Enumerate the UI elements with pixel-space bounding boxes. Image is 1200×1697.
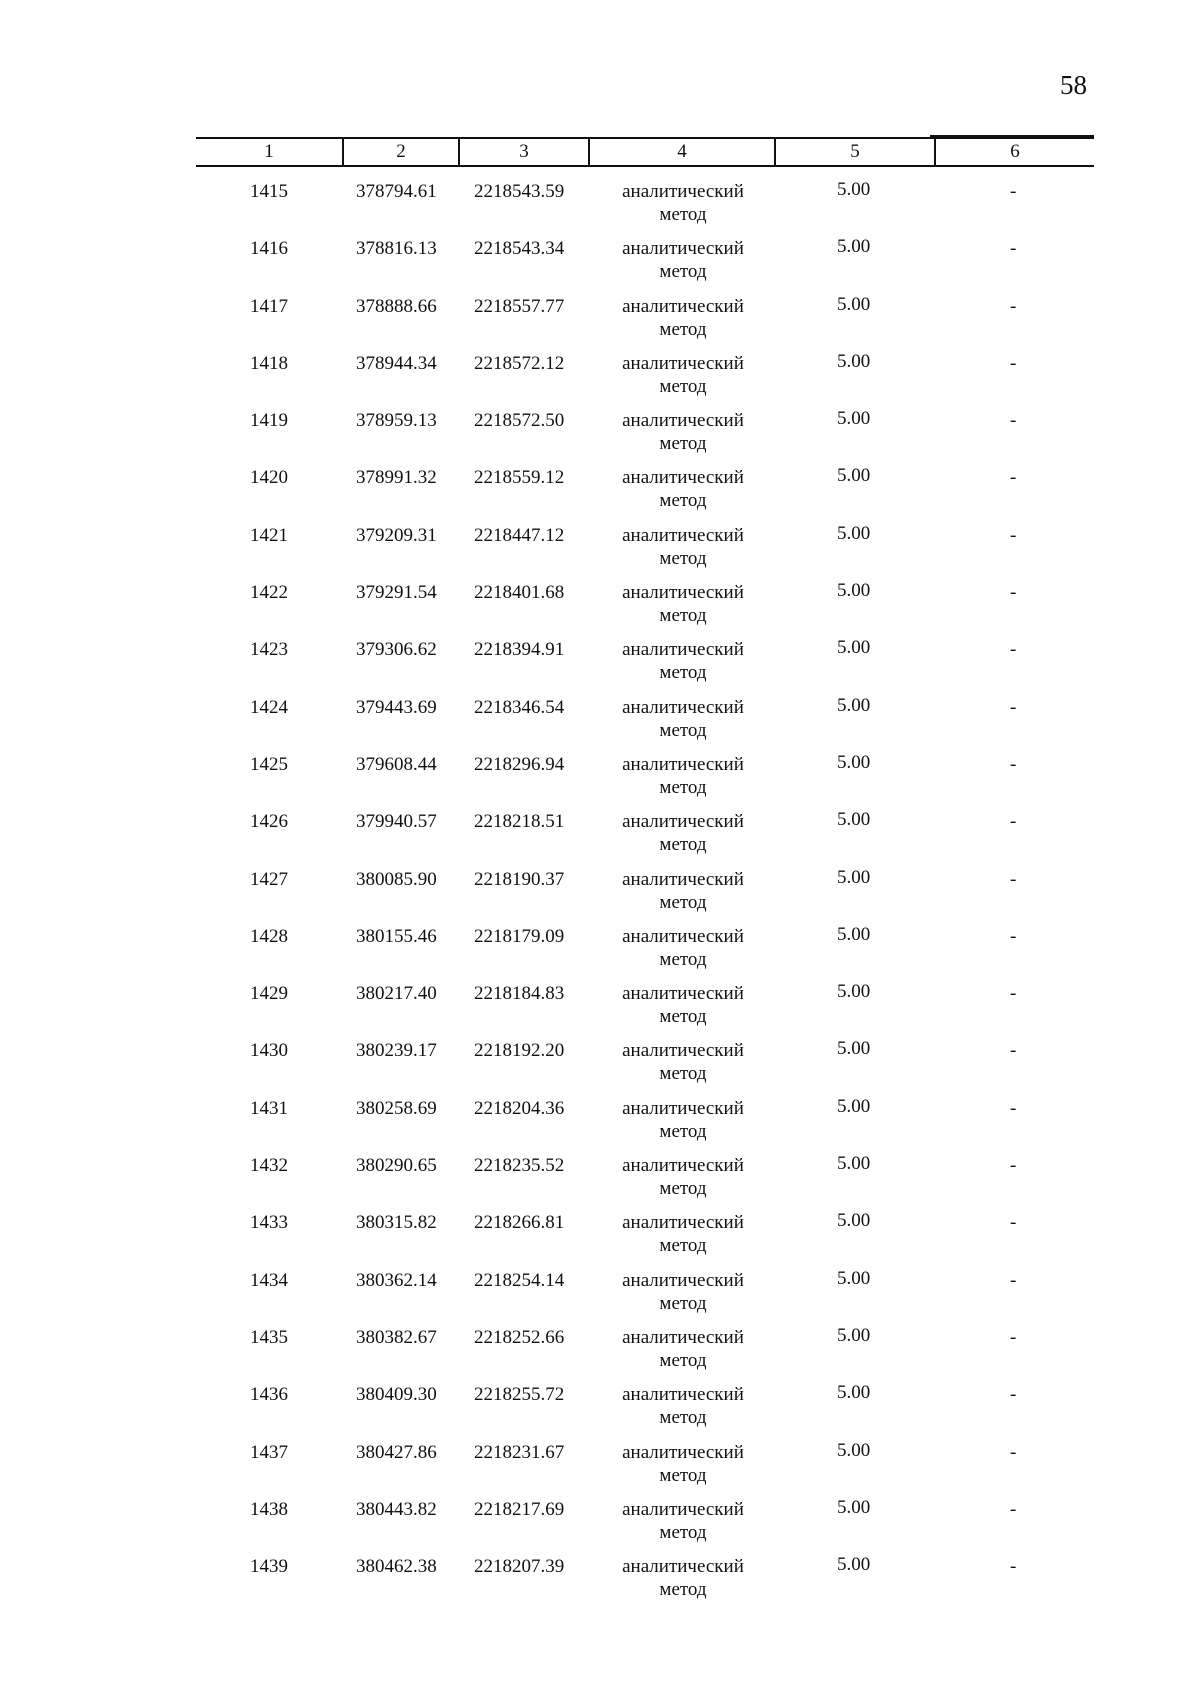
cell-accuracy: 5.00	[837, 1324, 871, 1346]
cell-y-coordinate: 2218572.50	[474, 410, 565, 432]
cell-x-coordinate: 379306.62	[356, 639, 437, 661]
cell-method: аналитический метод	[622, 1556, 744, 1601]
cell-x-coordinate: 378794.61	[356, 181, 437, 202]
table-row	[0, 753, 1200, 810]
cell-accuracy: 5.00	[837, 1267, 871, 1289]
cell-note: -	[1010, 352, 1017, 374]
cell-x-coordinate: 378959.13	[356, 410, 437, 432]
cell-accuracy: 5.00	[837, 694, 871, 716]
cell-accuracy: 5.00	[837, 350, 871, 372]
table-row	[0, 1498, 1200, 1555]
cell-accuracy: 5.00	[837, 1554, 871, 1576]
cell-method: аналитический метод	[622, 1384, 744, 1429]
cell-y-coordinate: 2218401.68	[474, 582, 565, 604]
cell-x-coordinate: 379443.69	[356, 696, 437, 718]
table-row	[0, 1383, 1200, 1440]
cell-note: -	[1010, 983, 1017, 1005]
cell-note: -	[1010, 925, 1017, 947]
table-row	[0, 295, 1200, 352]
table-row	[0, 1211, 1200, 1268]
cell-x-coordinate: 378991.32	[356, 467, 437, 489]
cell-method: аналитический метод	[622, 925, 744, 970]
cell-point-number: 1424	[250, 696, 288, 718]
cell-method: аналитический метод	[622, 295, 744, 340]
cell-method: аналитический метод	[622, 1441, 744, 1486]
cell-note: -	[1010, 295, 1017, 317]
cell-note: -	[1010, 1326, 1017, 1348]
cell-method: аналитический метод	[622, 1097, 744, 1142]
cell-x-coordinate: 380362.14	[356, 1269, 437, 1291]
cell-x-coordinate: 380315.82	[356, 1212, 437, 1234]
cell-method: аналитический метод	[622, 410, 744, 455]
table-row	[0, 925, 1200, 982]
cell-method: аналитический метод	[622, 1040, 744, 1085]
cell-y-coordinate: 2218207.39	[474, 1556, 565, 1578]
cell-note: -	[1010, 868, 1017, 890]
cell-y-coordinate: 2218192.20	[474, 1040, 565, 1062]
cell-x-coordinate: 380382.67	[356, 1326, 437, 1348]
table-row	[0, 1097, 1200, 1154]
cell-method: аналитический метод	[622, 753, 744, 798]
cell-accuracy: 5.00	[837, 580, 871, 602]
table-row	[0, 1039, 1200, 1096]
cell-x-coordinate: 380258.69	[356, 1097, 437, 1119]
cell-accuracy: 5.00	[837, 1382, 871, 1404]
table-row	[0, 982, 1200, 1039]
cell-y-coordinate: 2218447.12	[474, 524, 565, 546]
cell-accuracy: 5.00	[837, 408, 871, 430]
cell-point-number: 1421	[250, 524, 288, 546]
page-number: 58	[1060, 70, 1087, 100]
cell-x-coordinate: 380239.17	[356, 1040, 437, 1062]
cell-note: -	[1010, 1556, 1017, 1578]
cell-accuracy: 5.00	[837, 1210, 871, 1232]
cell-x-coordinate: 379209.31	[356, 524, 437, 546]
cell-accuracy: 5.00	[837, 1439, 871, 1461]
cell-point-number: 1438	[250, 1498, 288, 1520]
table-row	[0, 352, 1200, 409]
cell-method: аналитический метод	[622, 467, 744, 512]
table-row	[0, 237, 1200, 294]
cell-accuracy: 5.00	[837, 522, 871, 544]
table-body	[0, 180, 1200, 1612]
cell-y-coordinate: 2218557.77	[474, 295, 565, 317]
cell-accuracy: 5.00	[837, 981, 871, 1003]
header-col-4: 4	[677, 141, 687, 162]
cell-y-coordinate: 2218231.67	[474, 1441, 565, 1463]
cell-method: аналитический метод	[622, 524, 744, 569]
cell-x-coordinate: 379291.54	[356, 582, 437, 604]
cell-accuracy: 5.00	[837, 179, 871, 200]
cell-note: -	[1010, 1384, 1017, 1406]
cell-note: -	[1010, 1498, 1017, 1520]
cell-x-coordinate: 378888.66	[356, 295, 437, 317]
table-row	[0, 1269, 1200, 1326]
table-row	[0, 868, 1200, 925]
cell-method: аналитический метод	[622, 238, 744, 283]
cell-point-number: 1420	[250, 467, 288, 489]
cell-point-number: 1415	[250, 181, 288, 202]
cell-y-coordinate: 2218543.59	[474, 181, 565, 202]
cell-point-number: 1431	[250, 1097, 288, 1119]
header-col-6: 6	[1010, 141, 1020, 162]
cell-accuracy: 5.00	[837, 1496, 871, 1518]
cell-point-number: 1436	[250, 1384, 288, 1406]
cell-accuracy: 5.00	[837, 637, 871, 659]
cell-method: аналитический метод	[622, 696, 744, 741]
cell-point-number: 1425	[250, 753, 288, 775]
cell-y-coordinate: 2218255.72	[474, 1384, 565, 1406]
cell-point-number: 1422	[250, 582, 288, 604]
cell-point-number: 1428	[250, 925, 288, 947]
cell-point-number: 1417	[250, 295, 288, 317]
cell-accuracy: 5.00	[837, 923, 871, 945]
cell-method: аналитический метод	[622, 1269, 744, 1314]
cell-method: аналитический метод	[622, 582, 744, 627]
cell-y-coordinate: 2218254.14	[474, 1269, 565, 1291]
cell-point-number: 1416	[250, 238, 288, 260]
header-col-3: 3	[519, 141, 529, 162]
cell-point-number: 1429	[250, 983, 288, 1005]
cell-note: -	[1010, 524, 1017, 546]
table-header	[196, 137, 1094, 167]
cell-y-coordinate: 2218394.91	[474, 639, 565, 661]
cell-y-coordinate: 2218543.34	[474, 238, 565, 260]
cell-method: аналитический метод	[622, 352, 744, 397]
header-col-2: 2	[396, 141, 406, 162]
cell-note: -	[1010, 639, 1017, 661]
cell-point-number: 1423	[250, 639, 288, 661]
cell-x-coordinate: 380462.38	[356, 1556, 437, 1578]
cell-accuracy: 5.00	[837, 236, 871, 258]
cell-x-coordinate: 380155.46	[356, 925, 437, 947]
cell-note: -	[1010, 238, 1017, 260]
cell-point-number: 1435	[250, 1326, 288, 1348]
cell-point-number: 1430	[250, 1040, 288, 1062]
cell-y-coordinate: 2218179.09	[474, 925, 565, 947]
table-row	[0, 696, 1200, 753]
cell-x-coordinate: 380443.82	[356, 1498, 437, 1520]
cell-accuracy: 5.00	[837, 293, 871, 315]
cell-point-number: 1432	[250, 1155, 288, 1177]
cell-point-number: 1439	[250, 1556, 288, 1578]
cell-x-coordinate: 378816.13	[356, 238, 437, 260]
cell-x-coordinate: 379608.44	[356, 753, 437, 775]
cell-accuracy: 5.00	[837, 1038, 871, 1060]
cell-point-number: 1437	[250, 1441, 288, 1463]
cell-accuracy: 5.00	[837, 1095, 871, 1117]
header-col-1: 1	[264, 141, 274, 162]
table-row	[0, 1555, 1200, 1612]
cell-y-coordinate: 2218190.37	[474, 868, 565, 890]
cell-note: -	[1010, 467, 1017, 489]
cell-accuracy: 5.00	[837, 1153, 871, 1175]
cell-note: -	[1010, 1212, 1017, 1234]
cell-y-coordinate: 2218218.51	[474, 811, 565, 833]
cell-method: аналитический метод	[622, 639, 744, 684]
cell-accuracy: 5.00	[837, 866, 871, 888]
cell-y-coordinate: 2218252.66	[474, 1326, 565, 1348]
cell-y-coordinate: 2218559.12	[474, 467, 565, 489]
cell-x-coordinate: 380427.86	[356, 1441, 437, 1463]
cell-note: -	[1010, 811, 1017, 833]
cell-x-coordinate: 380409.30	[356, 1384, 437, 1406]
table-row	[0, 409, 1200, 466]
cell-x-coordinate: 378944.34	[356, 352, 437, 374]
cell-point-number: 1433	[250, 1212, 288, 1234]
cell-point-number: 1426	[250, 811, 288, 833]
cell-accuracy: 5.00	[837, 465, 871, 487]
cell-note: -	[1010, 1441, 1017, 1463]
cell-y-coordinate: 2218296.94	[474, 753, 565, 775]
cell-point-number: 1418	[250, 352, 288, 374]
cell-point-number: 1434	[250, 1269, 288, 1291]
cell-note: -	[1010, 181, 1017, 202]
cell-x-coordinate: 380217.40	[356, 983, 437, 1005]
cell-x-coordinate: 380085.90	[356, 868, 437, 890]
table-row	[0, 1326, 1200, 1383]
cell-note: -	[1010, 410, 1017, 432]
cell-point-number: 1427	[250, 868, 288, 890]
cell-method: аналитический метод	[622, 868, 744, 913]
cell-y-coordinate: 2218235.52	[474, 1155, 565, 1177]
cell-note: -	[1010, 696, 1017, 718]
cell-method: аналитический метод	[622, 181, 744, 225]
cell-method: аналитический метод	[622, 1326, 744, 1371]
cell-accuracy: 5.00	[837, 751, 871, 773]
header-col-5: 5	[850, 141, 860, 162]
table-row	[0, 524, 1200, 581]
cell-point-number: 1419	[250, 410, 288, 432]
cell-x-coordinate: 380290.65	[356, 1155, 437, 1177]
cell-x-coordinate: 379940.57	[356, 811, 437, 833]
cell-y-coordinate: 2218266.81	[474, 1212, 565, 1234]
table-row	[0, 1154, 1200, 1211]
cell-y-coordinate: 2218572.12	[474, 352, 565, 374]
cell-note: -	[1010, 582, 1017, 604]
cell-method: аналитический метод	[622, 811, 744, 856]
cell-method: аналитический метод	[622, 1212, 744, 1257]
cell-method: аналитический метод	[622, 1155, 744, 1200]
cell-note: -	[1010, 1040, 1017, 1062]
table-row	[0, 1441, 1200, 1498]
cell-note: -	[1010, 1155, 1017, 1177]
cell-note: -	[1010, 1097, 1017, 1119]
cell-method: аналитический метод	[622, 1498, 744, 1543]
cell-y-coordinate: 2218204.36	[474, 1097, 565, 1119]
table-row	[0, 638, 1200, 695]
table-row	[0, 466, 1200, 523]
cell-y-coordinate: 2218184.83	[474, 983, 565, 1005]
cell-note: -	[1010, 753, 1017, 775]
cell-y-coordinate: 2218346.54	[474, 696, 565, 718]
cell-method: аналитический метод	[622, 983, 744, 1028]
cell-y-coordinate: 2218217.69	[474, 1498, 565, 1520]
table-row	[0, 581, 1200, 638]
table-row	[0, 180, 1200, 237]
cell-accuracy: 5.00	[837, 809, 871, 831]
table-row	[0, 810, 1200, 867]
cell-note: -	[1010, 1269, 1017, 1291]
